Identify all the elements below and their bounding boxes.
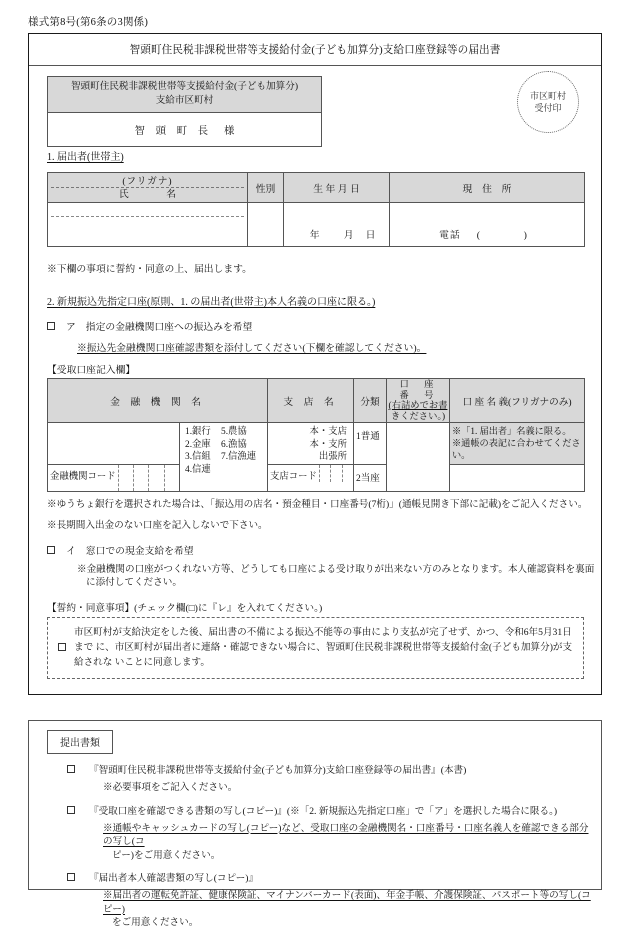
document-2-note-line2: ピー)をご用意ください。 <box>112 849 221 861</box>
section1-note: ※下欄の事項に誓約・同意の上、届出します。 <box>47 264 252 275</box>
account-number-line2-text: (右詰めでお書 <box>388 401 448 411</box>
document-3-note-line1: ※届出者の運転免許証、健康保険証、マイナンバーカード(表面)、年金手帳、介護保険証、パスポート等の写し(コピー) <box>103 890 591 915</box>
branch-kind-3: 出張所 <box>318 452 347 463</box>
cell-account-type-futsu[interactable]: 1普通 <box>354 423 387 465</box>
dob-day-label: 日 <box>365 230 376 241</box>
applicant-table <box>47 172 585 247</box>
cell-account-type-touza[interactable]: 2当座 <box>354 464 387 491</box>
section2-heading: 2. 新規振込先指定口座(原則、1. の届出者(世帯主)本人名義の口座に限る。) <box>47 297 376 308</box>
main-form-box <box>28 33 602 695</box>
cell-account-number-digits[interactable] <box>387 423 450 492</box>
account-number-line1: 口 座 番 号 <box>399 380 449 401</box>
bank-code-label: 金融機関コード <box>50 471 116 482</box>
documents-heading: 提出書類 <box>47 730 113 754</box>
bank-code-bar <box>48 465 179 491</box>
dob-year-label: 年 <box>309 230 320 241</box>
document-1-note-line1: ※必要事項をご記入ください。 <box>103 782 238 793</box>
document-1-note <box>103 781 595 795</box>
col-header-account-holder: 口 座 名 義(フリガナのみ) <box>450 379 585 423</box>
yucho-note: ※ゆうちょ銀行を選択された場合は、「振込用の店名・預金種目・口座番号(7桁)」(通帳見開き下部に記載)をご記入ください。 <box>47 498 588 510</box>
account-holder-note-1: ※「1. 届出者」名義に限る。 <box>452 426 572 436</box>
seal-line-2: 受付印 <box>534 103 562 113</box>
bank-table-row-2 <box>48 464 585 491</box>
cell-dob-input[interactable] <box>284 203 390 247</box>
bank-kind-2: 2.金庫 <box>185 439 211 450</box>
bank-code-cells <box>118 465 179 491</box>
document-item-2[interactable] <box>67 803 601 817</box>
col-header-name-label: 氏 名 <box>118 188 183 200</box>
bank-table-header-row <box>48 379 585 423</box>
branch-kind-1: 本・支店 <box>309 427 347 437</box>
document-3-note <box>103 889 595 930</box>
addressee-box <box>47 76 322 147</box>
branch-kind-2: 本・支所 <box>309 439 347 450</box>
addressee-heading <box>48 77 321 113</box>
option-b-label: 窓口での現金支給を希望 <box>85 545 194 557</box>
addressee-heading-line2: 支給市区町村 <box>155 95 214 106</box>
branch-code-bar <box>268 465 353 482</box>
bank-account-table <box>47 378 585 492</box>
col-header-bank-name: 金 融 機 関 名 <box>48 379 268 423</box>
form-code-label: 様式第8号(第6条の3関係) <box>28 17 149 28</box>
addressee-mayor-row <box>48 113 321 146</box>
addressee-area <box>29 66 601 144</box>
dormant-account-note: ※長期間入出金のない口座を記入しないで下さい。 <box>47 519 268 531</box>
document-1-title: 『智頭町住民税非課税世帯等支援給付金(子ども加算分)支給口座登録等の届出書』(本書) <box>89 765 467 776</box>
branch-code-cell[interactable] <box>330 465 341 482</box>
document-3-title: 『届出者本人確認書類の写し(コピー)』 <box>89 873 259 884</box>
bank-table-row-1 <box>48 423 585 465</box>
bank-kind-1: 1.銀行 <box>185 427 211 437</box>
pledge-text-line1: 市区町村が支給決定をした後、届出書の不備による振込不能等の事由により支払が完了せず、かつ、令和6年5月31日まで <box>74 626 572 653</box>
option-b-note-line1: ※金融機関の口座がつくれない方等、どうしても口座による受け取りが出来ない方のみとなります。本人確認資料を裏面 <box>77 563 595 575</box>
cell-bank-kind-options[interactable] <box>180 423 268 492</box>
bank-kind-5: 5.農協 <box>221 427 247 437</box>
document-2-note <box>103 822 595 863</box>
option-a-checkbox[interactable] <box>47 322 55 330</box>
account-block-label: 【受取口座記入欄】 <box>47 365 136 376</box>
cell-account-holder-input[interactable] <box>450 464 585 491</box>
cell-branch-code-input[interactable] <box>268 464 354 491</box>
bank-kind-3: 3.信組 <box>185 452 211 463</box>
cell-name-input[interactable] <box>48 203 248 247</box>
cell-address-input[interactable] <box>390 203 585 247</box>
option-b-checkbox[interactable] <box>47 546 55 554</box>
col-header-gender: 性別 <box>248 173 284 203</box>
form-title-band <box>29 34 601 66</box>
col-header-furigana: (フリガナ) <box>122 175 173 187</box>
bank-code-cell[interactable] <box>164 465 179 491</box>
pledge-box[interactable] <box>47 617 584 679</box>
document-2-checkbox[interactable] <box>67 806 75 814</box>
bank-kind-4: 4.信連 <box>185 464 211 475</box>
applicant-input-row <box>48 203 585 247</box>
col-header-branch-name: 支 店 名 <box>268 379 354 423</box>
col-header-account-number <box>387 379 450 423</box>
bank-kind-row-3 <box>185 451 267 464</box>
applicant-table-header-row <box>48 173 585 203</box>
col-header-dob: 生 年 月 日 <box>284 173 390 203</box>
seal-line-1: 市区町村 <box>529 91 566 101</box>
option-a-marker: ア <box>66 322 76 333</box>
bank-kind-7: 7.信漁連 <box>221 452 257 463</box>
dob-month-label: 月 <box>343 230 354 241</box>
bank-code-cell[interactable] <box>118 465 133 491</box>
bank-kind-6: 6.漁協 <box>221 439 247 450</box>
pledge-checkbox[interactable] <box>58 643 66 651</box>
document-3-note-line2: をご用意ください。 <box>112 917 199 928</box>
tel-paren: ( ) <box>476 230 535 241</box>
addressee-heading-line1: 智頭町住民税非課税世帯等支援給付金(子ども加算分) <box>70 81 299 92</box>
bank-kind-row-4 <box>185 464 267 477</box>
addressee-mayor: 智 頭 町 長 <box>134 126 212 137</box>
pledge-text-line2: に、市区町村が届出者に連絡・確認できない場合に、智頭町住民税非課税世帯等支援給付金(子ども加算分)が支給されな <box>74 641 573 668</box>
bank-kind-row-2 <box>185 439 267 452</box>
name-dash-divider <box>51 187 244 188</box>
option-b-note <box>77 563 597 590</box>
bank-code-cell[interactable] <box>148 465 163 491</box>
option-a-note: ※振込先金融機関口座確認書類を添付してください(下欄を確認してください)。 <box>77 343 427 354</box>
pledge-text <box>74 625 577 670</box>
document-item-1[interactable] <box>67 762 601 776</box>
account-holder-note-2: ※通帳の表記に合わせてください。 <box>452 438 581 460</box>
document-2-note-line1: ※通帳やキャッシュカードの写し(コピー)など、受取口座の金融機関名・口座番号・口座名義人を確認できる部分の写し(コ <box>103 822 589 847</box>
receipt-seal-circle <box>517 71 579 133</box>
option-a-row[interactable] <box>47 319 601 333</box>
tel-label: 電話 <box>439 230 461 241</box>
name-cell-dash-divider <box>51 216 244 217</box>
cell-gender-input[interactable] <box>248 203 284 247</box>
pledge-label: 【誓約・同意事項】(チェック欄(□)に『レ』を入れてください。) <box>47 602 323 614</box>
branch-code-cell[interactable] <box>342 465 353 482</box>
account-number-line3: きください。) <box>390 411 446 422</box>
option-b-row[interactable] <box>47 543 601 557</box>
branch-code-cell[interactable] <box>319 465 330 482</box>
pledge-text-line3: いことに同意します。 <box>114 656 210 668</box>
bank-kind-row-1 <box>185 426 267 439</box>
option-a-label: 指定の金融機関口座への振込みを希望 <box>85 322 253 333</box>
document-2-title: 『受取口座を確認できる書類の写し(コピー)』(※「2. 新規振込先指定口座」で「ア」を選択した場合に限る。) <box>89 805 558 817</box>
required-documents-box <box>28 720 602 928</box>
section1-heading: 1. 届出者(世帯主) <box>47 152 124 163</box>
cell-bank-code-input[interactable] <box>48 464 180 491</box>
bank-code-cell[interactable] <box>133 465 148 491</box>
cell-branch-kind-options[interactable] <box>268 423 354 465</box>
branch-code-label: 支店コード <box>270 471 317 482</box>
col-header-account-type: 分類 <box>354 379 387 423</box>
branch-code-cells <box>319 465 353 482</box>
addressee-honorific: 様 <box>223 126 235 137</box>
option-b-note-line2: に添付してください。 <box>86 577 182 589</box>
cell-account-holder-notes <box>450 423 585 465</box>
document-3-checkbox[interactable] <box>67 873 75 881</box>
document-1-checkbox[interactable] <box>67 765 75 773</box>
page-title: 智頭町住民税非課税世帯等支援給付金(子ども加算分)支給口座登録等の届出書 <box>129 45 501 56</box>
cell-bank-name-input[interactable] <box>48 423 180 465</box>
col-header-address: 現 住 所 <box>390 173 585 203</box>
account-number-line2 <box>388 401 448 412</box>
option-b-marker: イ <box>66 545 76 557</box>
col-header-name <box>48 173 248 203</box>
document-item-3[interactable] <box>67 870 601 884</box>
